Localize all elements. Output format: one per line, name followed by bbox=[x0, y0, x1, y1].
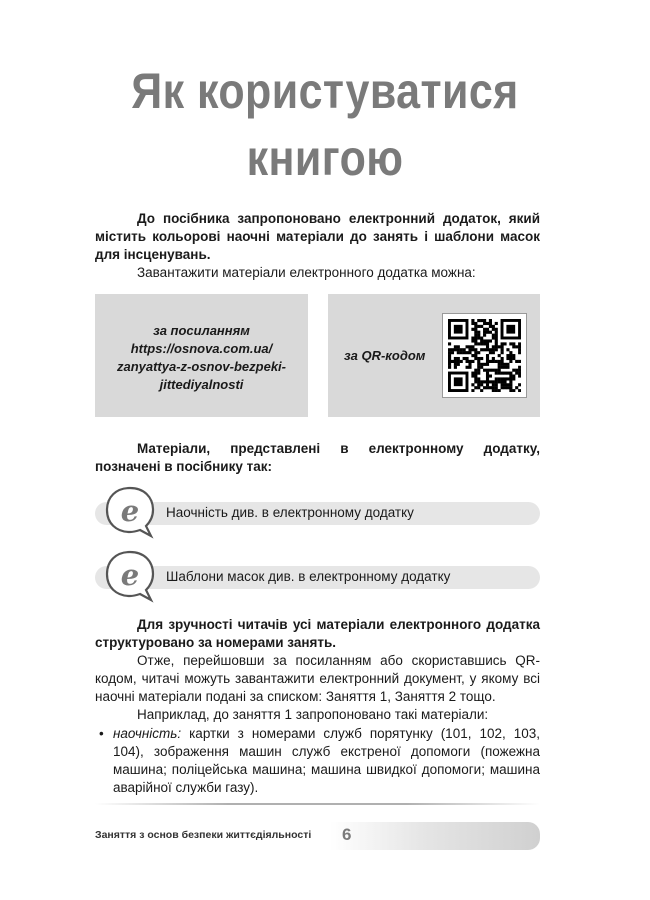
e-bubble-icon bbox=[104, 549, 156, 603]
visual-ref-bar bbox=[95, 502, 540, 525]
intro-paragraph: До посібника запропоновано електронний додаток, який містить кольорові наочні матеріали до занять і шаблони масок для інсценувань. bbox=[95, 211, 540, 262]
structure-text-2: Наприклад, до заняття 1 запропоновано такі матеріали: bbox=[137, 707, 489, 722]
qr-label: за QR-кодом bbox=[344, 348, 426, 363]
footer-text: Заняття з основ безпеки життєдіяльності bbox=[95, 829, 312, 841]
visual-ref-text: Наочність див. в електронному додатку bbox=[166, 505, 414, 520]
link-text[interactable]: за посиланням https://osnova.com.ua/ zanyattya-z-osnov-bezpeki- jittediyalnosti bbox=[116, 323, 287, 392]
bullet-text: картки з номерами служб порятунку (101, 102, 103, 104), зображення машин служб екстреної допомоги (пожежна машина; поліцейська машина; машина швидкої допомоги; машина аварійної служби газу). bbox=[113, 726, 540, 795]
e-bubble-icon bbox=[104, 485, 156, 539]
footer-bar bbox=[330, 822, 540, 850]
download-paragraph: Завантажити матеріали електронного додатка можна: bbox=[137, 265, 476, 280]
masks-ref-bar bbox=[95, 566, 540, 589]
footer-divider bbox=[95, 803, 540, 805]
structure-text-1: Отже, перейшовши за посиланням або скориставшись QR-кодом, читачі можуть завантажити електронний документ, у якому всі наочні матеріали подані за списком: Заняття 1, Заняття 2 тощо. bbox=[95, 653, 540, 704]
link-box[interactable] bbox=[95, 294, 308, 417]
svg-text:e: e bbox=[120, 494, 140, 528]
structure-paragraph: Для зручності читачів усі матеріали електронного додатка структуровано за номерами занять. bbox=[95, 617, 540, 650]
qr-box bbox=[328, 294, 540, 417]
list-item bbox=[99, 725, 540, 797]
svg-text:e: e bbox=[120, 558, 140, 592]
page-title-line-1: Як користуватися bbox=[131, 63, 519, 119]
qr-code[interactable] bbox=[442, 313, 527, 398]
page-number: 6 bbox=[342, 825, 352, 844]
qr-code-image bbox=[448, 319, 521, 392]
masks-ref-text: Шаблони масок див. в електронному додатку bbox=[166, 569, 451, 584]
page-title-line-2: книгою bbox=[246, 130, 404, 186]
bullet-label: наочність: bbox=[113, 726, 182, 741]
marked-paragraph: Матеріали, представлені в електронному додатку, позначені в посібнику так: bbox=[95, 441, 540, 474]
bullet-icon: • bbox=[99, 726, 104, 741]
